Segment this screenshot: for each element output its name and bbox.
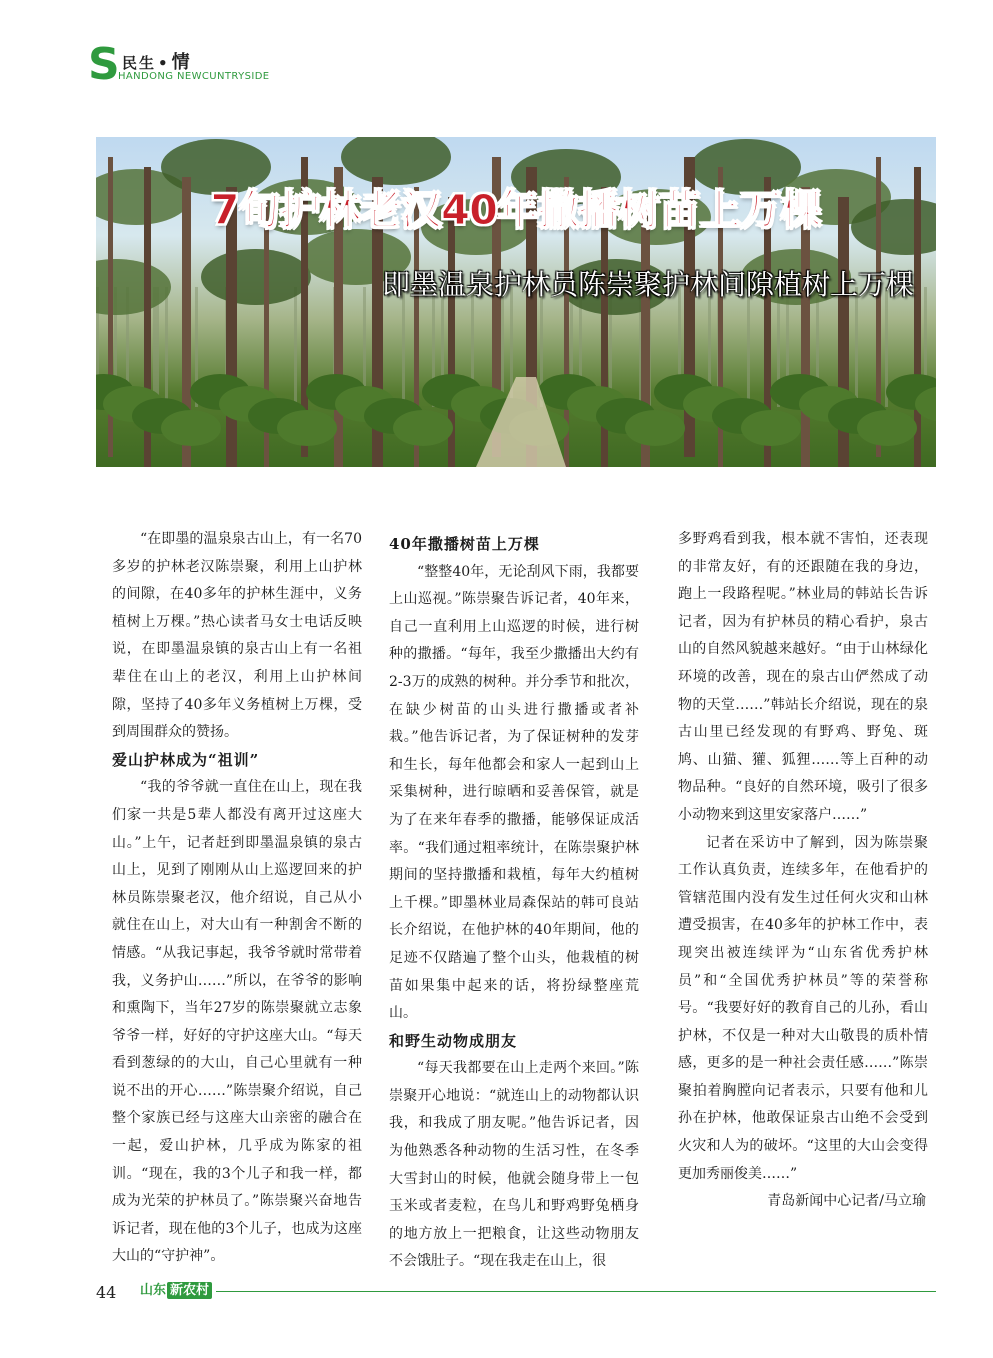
paragraph: “在即墨的温泉泉古山上，有一名70多岁的护林老汉陈崇聚，利用上山护林的间隙，在40多年的护林生涯中，义务植树上万棵。”热心读者马女士电话反映说，在即墨温泉镇的泉古山上有一名祖辈住在山上的老汉，利用上山护林间隙，坚持了40多年义务植树上万棵，受到周围群众的赞扬。	[112, 531, 362, 741]
article-subheadline: 即墨温泉护林员陈崇聚护林间隙植树上万棵	[381, 268, 914, 301]
footer-brand-a: 山东	[140, 1283, 167, 1298]
footer-rule	[216, 1291, 936, 1292]
byline: 青岛新闻中心记者/马立瑜	[767, 1193, 926, 1210]
footer-brand	[140, 1281, 212, 1301]
column-name: 民生 • 情	[122, 52, 192, 73]
article-column-1	[112, 526, 362, 1271]
paragraph: “整整40年，无论刮风下雨，我都要上山巡视。”陈崇聚告诉记者，40年来，自己一直利用上山巡逻的时候，进行树种的撒播。“每年，我至少撒播出大约有2-3万的成熟的树种。并分季节和批次，在缺少树苗的山头进行撒播或者补栽。”他告诉记者，为了保证树种的发芽和生长，每年他都会和家人一起到山上采集树种，进行晾晒和妥善保管，就是为了在来年春季的撒播，能够保证成活率。“我们通过粗率统计，在陈崇聚护林期间的坚持撒播和栽植，每年大约植树上千棵。”即墨林业局森保站的韩可良站长介绍说，在他护林的40年期间，他的足迹不仅踏遍了整个山头，他栽植的树苗如果集中起来的话，将扮绿整座荒山。	[389, 563, 639, 1022]
paragraph: 记者在采访中了解到，因为陈崇聚工作认真负责，连续多年，在他看护的管辖范围内没有发生过任何火灾和山林遭受损害，在40多年的护林工作中，表现突出被连续评为“山东省优秀护林员”和“全国优秀护林员”等的荣誉称号。“我要好好的教育自己的儿孙，看山护林，不仅是一种对大山敬畏的质朴情感，更多的是一种社会责任感……”陈崇聚拍着胸膛向记者表示，只要有他和儿孙在护林，他敢保证泉古山绝不会受到火灾和人为的破坏。“这里的大山会变得更加秀丽俊美……”	[678, 834, 928, 1182]
page-number: 44	[96, 1283, 117, 1302]
article-headline: 7旬护林老汉40年撒播树苗上万棵	[210, 186, 822, 234]
masthead	[88, 39, 388, 92]
paragraph: “我的爷爷就一直住在山上，现在我们家一共是5辈人都没有离开过这座大山。”上午，记者赶到即墨温泉镇的泉古山上，见到了刚刚从山上巡逻回来的护林员陈崇聚老汉，他介绍说，自己从小就住在山上，对大山有一种割舍不断的情感。“从我记事起，我爷爷就时常带着我，义务护山……”所以，在爷爷的影响和熏陶下，当年27岁的陈崇聚就立志象爷爷一样，好好的守护这座大山。“每天看到葱绿的的大山，自己心里就有一种说不出的开心……”陈崇聚介绍说，自己整个家族已经与这座大山亲密的融合在一起，爱山护林，几乎成为陈家的祖训。“现在，我的3个儿子和我一样，都成为光荣的护林员了。”陈崇聚兴奋地告诉记者，现在他的3个儿子，也成为这座大山的“守护神”。	[112, 779, 362, 1265]
article-column-2	[389, 531, 639, 1276]
section-heading: 和野生动物成朋友	[389, 1031, 518, 1050]
article-column-3	[678, 526, 928, 1216]
magazine-logo-letter: S	[88, 39, 120, 90]
page-footer	[96, 1279, 936, 1307]
hero-photo	[96, 137, 936, 467]
magazine-subtitle: HANDONG NEWCUNTRYSIDE	[118, 71, 270, 82]
section-heading: 40年撒播树苗上万棵	[389, 535, 540, 553]
paragraph: 多野鸡看到我，根本就不害怕，还表现的非常友好，有的还跟随在我的身边，跑上一段路程呢。”林业局的韩站长告诉记者，因为有护林员的精心看护，泉古山的自然风貌越来越好。“由于山林绿化环境的改善，现在的泉古山俨然成了动物的天堂……”韩站长介绍说，现在的泉古山里已经发现的有野鸡、野兔、斑鸠、山猫、獾、狐狸……等上百种的动物品种。“良好的自然环境，吸引了很多小动物来到这里安家落户……”	[678, 531, 928, 823]
section-heading: 爱山护林成为“祖训”	[112, 750, 260, 769]
footer-brand-b: 新农村	[167, 1282, 212, 1299]
paragraph: “每天我都要在山上走两个来回。”陈崇聚开心地说：“就连山上的动物都认识我，和我成了朋友呢。”他告诉记者，因为他熟悉各种动物的生活习性，在冬季大雪封山的时候，他就会随身带上一包玉米或者麦粒，在鸟儿和野鸡野兔栖身的地方放上一把粮食，让这些动物朋友不会饿肚子。“现在我走在山上，很	[389, 1060, 639, 1270]
